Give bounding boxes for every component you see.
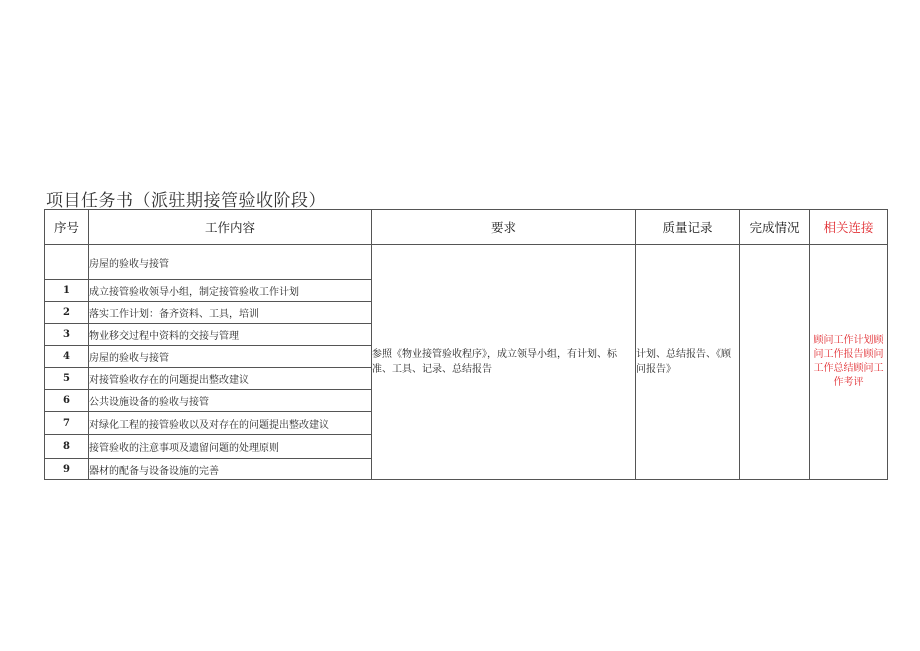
row-number: 4 xyxy=(45,346,89,368)
row-content: 成立接管验收领导小组，制定接管验收工作计划 xyxy=(89,280,372,302)
table-row xyxy=(45,245,888,280)
row-number: 9 xyxy=(45,459,89,480)
requirement-cell: 参照《物业接管验收程序》，成立领导小组，有计划、标准、工具、记录、总结报告 xyxy=(372,245,636,480)
completion-status-cell xyxy=(740,245,810,480)
header-status: 完成情况 xyxy=(740,210,810,245)
quality-record-cell: 计划、总结报告、《顾问报告》 xyxy=(636,245,740,480)
row-content: 对绿化工程的接管验收以及对存在的问题提出整改建议 xyxy=(89,412,372,435)
row-number xyxy=(45,245,89,280)
row-content: 物业移交过程中资料的交接与管理 xyxy=(89,324,372,346)
related-link-cell[interactable]: 顾问工作计划顾问工作报告顾问工作总结顾问工作考评 xyxy=(810,245,888,480)
row-number: 6 xyxy=(45,390,89,412)
row-number: 5 xyxy=(45,368,89,390)
row-number: 3 xyxy=(45,324,89,346)
row-content: 公共设施设备的验收与接管 xyxy=(89,390,372,412)
header-link: 相关连接 xyxy=(810,210,888,245)
row-content: 器材的配备与设备设施的完善 xyxy=(89,459,372,480)
row-number: 2 xyxy=(45,302,89,324)
header-quality: 质量记录 xyxy=(636,210,740,245)
table-header-row xyxy=(45,210,888,245)
row-number: 7 xyxy=(45,412,89,435)
row-number: 8 xyxy=(45,435,89,459)
row-content: 对接管验收存在的问题提出整改建议 xyxy=(89,368,372,390)
header-requirement: 要求 xyxy=(372,210,636,245)
header-content: 工作内容 xyxy=(89,210,372,245)
group-heading: 房屋的验收与接管 xyxy=(89,245,372,280)
row-content: 落实工作计划：备齐资料、工具，培训 xyxy=(89,302,372,324)
task-table xyxy=(44,209,888,480)
row-content: 接管验收的注意事项及遗留问题的处理原则 xyxy=(89,435,372,459)
page-title: 项目任务书（派驻期接管验收阶段） xyxy=(46,191,326,211)
row-number: 1 xyxy=(45,280,89,302)
header-no: 序号 xyxy=(45,210,89,245)
row-content: 房屋的验收与接管 xyxy=(89,346,372,368)
